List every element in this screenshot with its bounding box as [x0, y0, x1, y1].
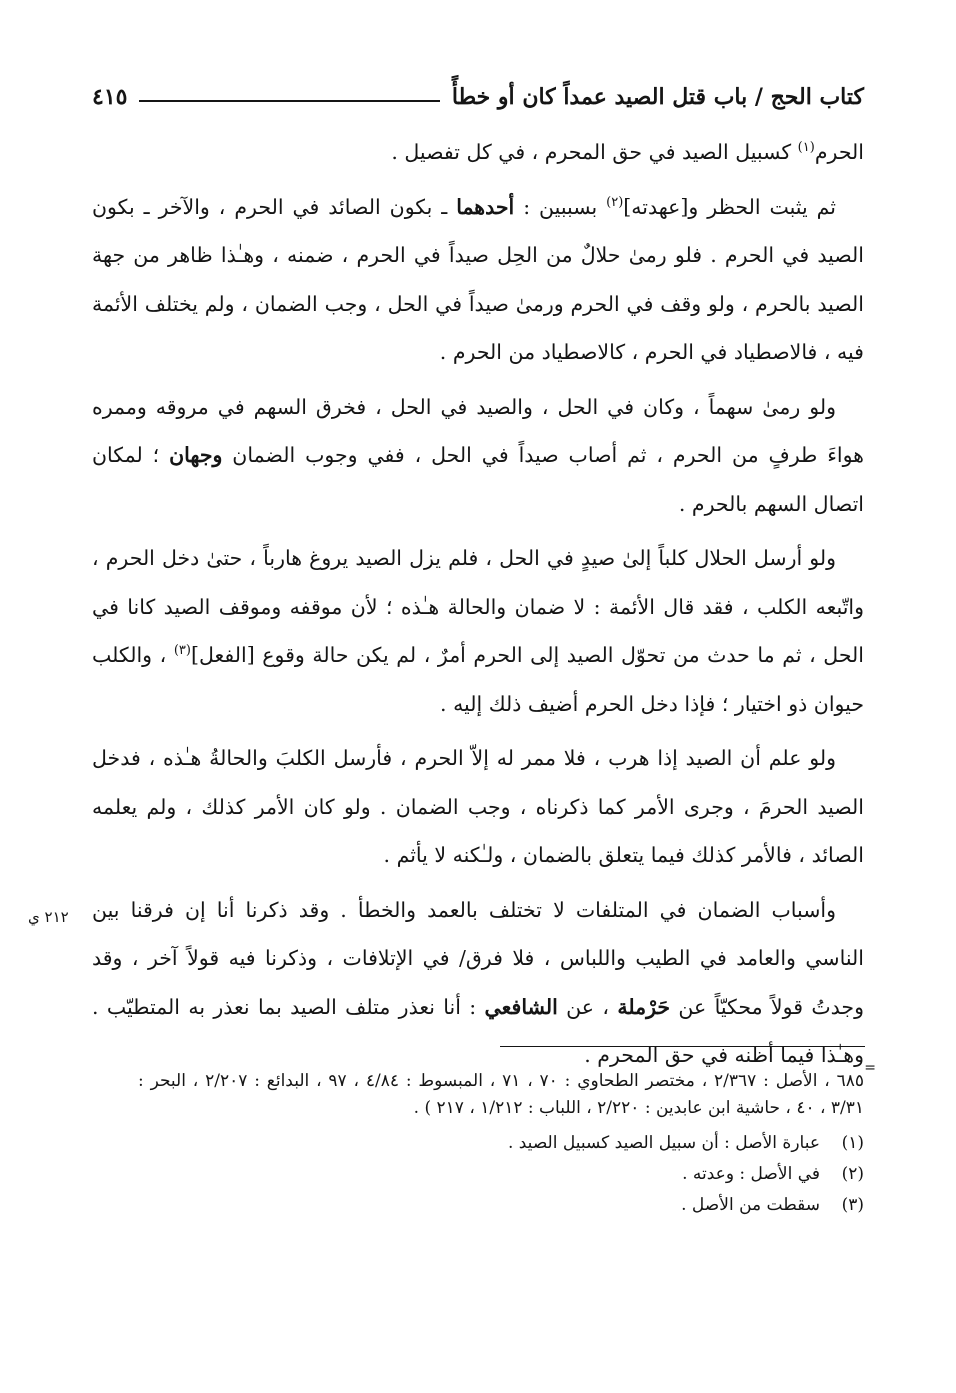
footnote-text: عبارة الأصل : أن سبيل الصيد كسبيل الصيد .: [507, 1133, 820, 1153]
bold-term: أحدهما: [456, 194, 515, 219]
paragraph-3: [92, 383, 864, 529]
continuation-mark: =: [864, 1060, 876, 1076]
footnote-number: (٣): [841, 1195, 864, 1215]
paragraph-text: كسبيل الصيد في حق المحرم ، في كل تفصيل .: [391, 140, 798, 164]
paragraph-text: ثم يثبت الحظر و[عهدته]: [623, 194, 836, 219]
bold-term: وجهان: [169, 443, 223, 467]
paragraph-2: [92, 183, 864, 377]
main-text: [92, 128, 864, 1086]
paragraph-text: : أنا نعذر متلف الصيد بما نعذر به المتطيّب . وهـٰذا فيما أظنه في حق المحرم .: [92, 994, 864, 1067]
bold-name: الشافعي: [484, 994, 558, 1019]
footnote-item: [138, 1128, 864, 1159]
paragraph-text: ولو أرسل الحلال كلباً إلىٰ صيدٍ في الحل ، فلم يزل الصيد يروغ هارباً ، حتىٰ دخل الحرم ، واتّبعه الكلب ، فقد قال الأئمة : لا ضمان والحالة هـٰذه ؛ لأن موقفه وموقف الصيد كانا في الحل ، ثم ما حدث من تحوّل الصيد إلى الحرم أمرٌ ، لم يكن حالة وقوع [الفعل]: [92, 546, 864, 667]
paragraph-text: والآخر: [158, 194, 210, 219]
footnote-item: [138, 1190, 864, 1221]
paragraph-text: ولو رمىٰ سهماً ، وكان في الحل ، والصيد في الحل ، فخرق السهم في مروقه وممره هواءَ طرفٍ من الحرم ، ثم أصاب صيداً في الحل ، ففي وجوب الضمان: [92, 394, 864, 467]
footnote-divider: [500, 1046, 865, 1047]
chapter-title: كتاب الحج / باب قتل الصيد عمداً كان أو خطأً: [451, 84, 864, 110]
paragraph-4: [92, 534, 864, 728]
footnote-ref-3[interactable]: (٣): [173, 643, 191, 659]
paragraph-1: [92, 128, 864, 177]
header-rule: [139, 100, 439, 102]
footnote-number: (١): [841, 1133, 864, 1153]
paragraph-text: الحرم: [814, 140, 864, 164]
manuscript-folio-note: ٢١٢ ي: [28, 908, 69, 926]
footnote-text: سقطت من الأصل .: [681, 1195, 820, 1215]
footnotes: [138, 1068, 864, 1221]
paragraph-5: [92, 734, 864, 880]
paragraph-text: ، عن: [557, 994, 618, 1019]
paragraph-text: ، والكلب حيوان ذو اختيار ؛ فإذا دخل الحرم أضيف ذلك إليه .: [92, 643, 864, 716]
paragraph-text: ـ بكون الصائد في الحرم ،: [209, 194, 457, 219]
paragraph-6: [92, 886, 864, 1080]
footnote-text: في الأصل : وعدته .: [682, 1164, 820, 1184]
paragraph-text: وأسباب الضمان في المتلفات لا تختلف بالعمد والخطأ . وقد ذكرنا أنا إن فرقنا بين الناسي والعامد في الطيب واللباس ، فلا فرق/ في الإتلافات ، وذكرنا فيه قولاً آخر ، وقد وجدتُ قولاً محكيّاً عن: [92, 897, 864, 1019]
page-number: ٤١٥: [92, 84, 128, 110]
footnote-ref-2[interactable]: (٢): [606, 194, 624, 210]
footnote-ref-1[interactable]: (١): [797, 140, 815, 156]
paragraph-text: ـ بكون الصيد في الحرم . فلو رمىٰ حلالٌ من الحِل صيداً في الحرم ، ضمنه ، وهـٰذا ظاهر من جهة الصيد بالحرم ، ولو وقف في الحرم ورمىٰ صيداً في الحل ، وجب الضمان ، ولم يختلف الأئمة فيه ، فالاصطياد في الحرم ، كالاصطياد من الحرم .: [92, 194, 864, 364]
footnote-item: [138, 1159, 864, 1190]
paragraph-text: بسببين :: [514, 194, 607, 219]
paragraph-text: ولو علم أن الصيد إذا هرب ، فلا ممر له إلاّ الحرم ، فأرسل الكلبَ والحالةُ هـٰذه ، فدخل الصيد الحرمَ ، وجرى الأمر كما ذكرناه ، وجب الضمان . ولو كان الأمر كذلك ، ولم يعلمه الصائد ، فالأمر كذلك فيما يتعلق بالضمان ، ولـٰكنه لا يأثم .: [92, 746, 864, 867]
running-header: [92, 80, 864, 114]
footnote-sources: ٦٨٥ ، الأصل : ٢/٣٦٧ ، مختصر الطحاوي : ٧٠ ، ٧١ ، المبسوط : ٤/٨٤ ، ٩٧ ، البدائع : ٢/٢٠٧ ، البحر : ٣/٣١ ، ٤٠ ، حاشية ابن عابدين : ٢/٢٢٠ ، اللباب : ١/٢١٢ ، ٢١٧ ) .: [138, 1071, 865, 1118]
footnote-number: (٢): [841, 1164, 864, 1184]
paragraph-text: ؛ لمكان اتصال السهم بالحرم .: [92, 443, 864, 516]
bold-name: حَرْملة: [617, 994, 671, 1019]
